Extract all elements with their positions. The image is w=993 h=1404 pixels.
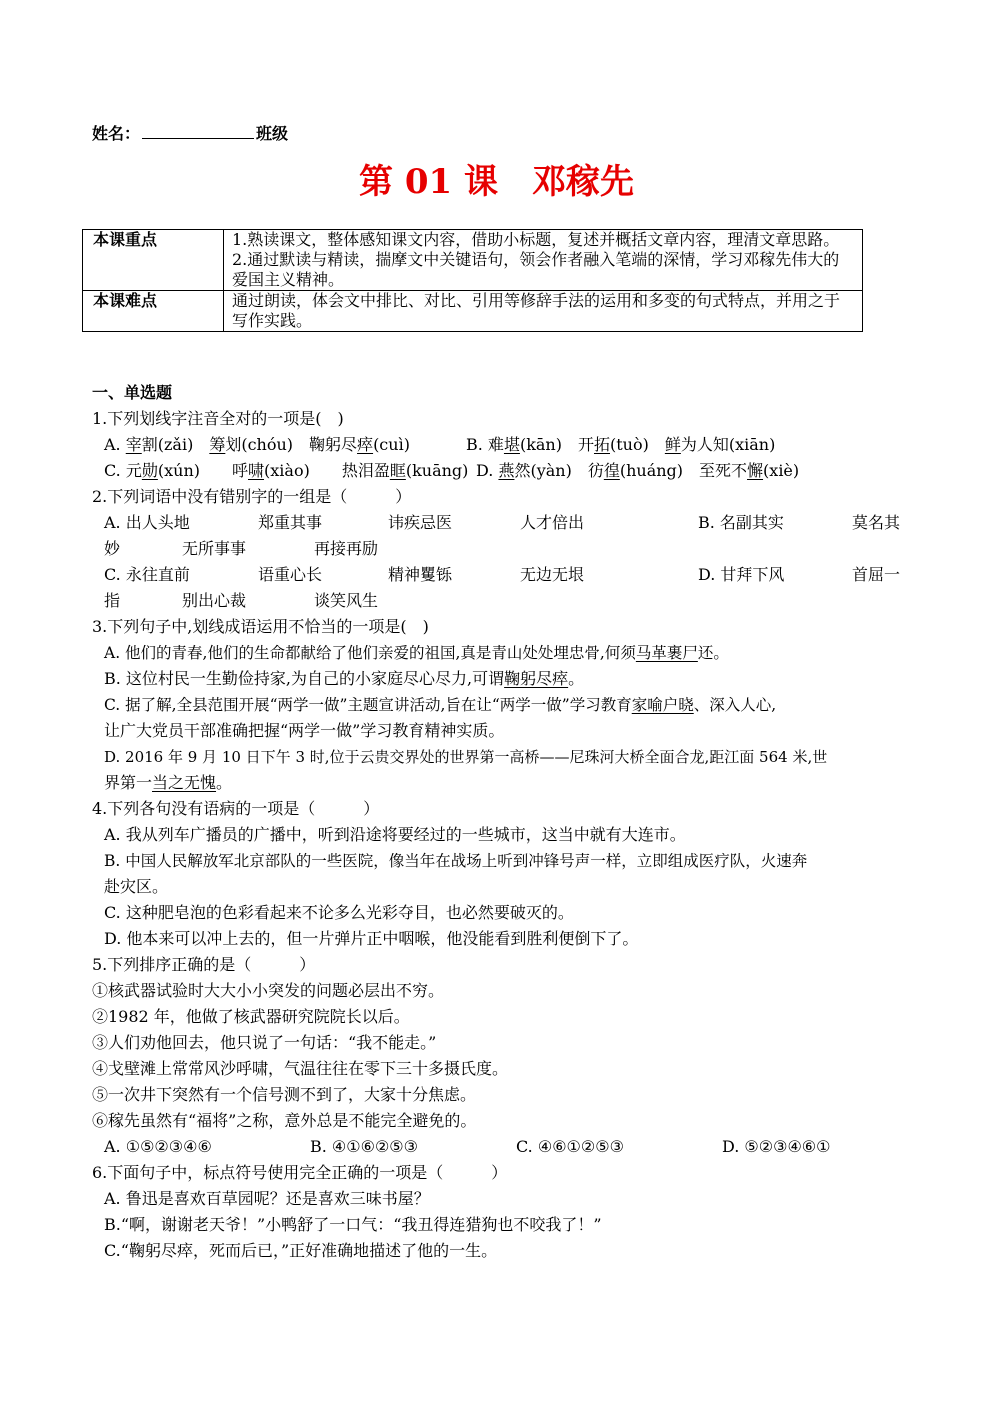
q2-line3-w2: 语重心长 bbox=[258, 565, 323, 584]
q4-option-b[interactable]: B. 中国人民解放军北京部队的一些医院，像当年在战场上听到冲锋号声一样，立即组成医疗队，火速奔 bbox=[104, 852, 808, 870]
q2-line1-w6: 莫名其 bbox=[852, 513, 901, 532]
section-heading: 一、单选题 bbox=[92, 383, 173, 402]
key-points-body bbox=[224, 230, 863, 291]
q2-line3-w1[interactable]: C. 永往直前 bbox=[104, 565, 190, 584]
q2-line3-w3: 精神矍铄 bbox=[388, 565, 453, 584]
q2-line1-w5[interactable]: B. 名副其实 bbox=[698, 513, 784, 532]
q5-item-2: ②1982 年，他做了核武器研究院院长以后。 bbox=[92, 1007, 410, 1026]
q1-stem: 1.下列划线字注音全对的一项是( ) bbox=[92, 409, 344, 428]
q2-line3-w4: 无边无垠 bbox=[520, 565, 585, 584]
key-points-head: 本课重点 bbox=[83, 230, 224, 291]
q2-line2-w1: 妙 bbox=[104, 539, 121, 558]
q2-line3-w5[interactable]: D. 甘拜下风 bbox=[698, 565, 785, 584]
key-points-row bbox=[83, 230, 863, 291]
lesson-key-table bbox=[82, 229, 863, 332]
q2-line1-w3: 讳疾忌医 bbox=[388, 513, 453, 532]
q3-option-d[interactable]: D. 2016 年 9 月 10 日下午 3 时,位于云贵交界处的世界第一高桥——尼珠河大桥全面合龙,距江面 564 米,世 bbox=[104, 748, 828, 766]
name-field-row bbox=[92, 120, 288, 147]
q6-stem: 6.下面句子中，标点符号使用完全正确的一项是（ ） bbox=[92, 1163, 508, 1182]
q6-option-b[interactable]: B.“啊，谢谢老天爷！”小鸭舒了一口气：“我丑得连猎狗也不咬我了！” bbox=[104, 1215, 602, 1234]
q5-option-a[interactable]: A. ①⑤②③④⑥ bbox=[104, 1137, 212, 1156]
name-label: 姓名： bbox=[92, 124, 141, 143]
q5-stem: 5.下列排序正确的是（ ） bbox=[92, 955, 316, 974]
q5-item-3: ③人们劝他回去，他只说了一句话：“我不能走。” bbox=[92, 1033, 437, 1052]
class-label: 班级 bbox=[256, 124, 289, 143]
q2-line1-w1[interactable]: A. 出人头地 bbox=[104, 513, 190, 532]
q2-line2-w3: 再接再励 bbox=[314, 539, 379, 558]
q4-option-b-cont: 赴灾区。 bbox=[104, 877, 169, 896]
page-title: 第 01 课 邓稼先 bbox=[359, 162, 634, 202]
q3-option-c[interactable]: C. 据了解,全县范围开展“两学一做”主题宣讲活动,旨在让“两学一做”学习教育家喻户晓、深入人心, bbox=[104, 696, 777, 714]
q2-line4-w2: 别出心裁 bbox=[182, 591, 247, 610]
q1-option-d[interactable]: D. 燕然(yàn) 彷徨(huáng) 至死不懈(xiè) bbox=[476, 461, 800, 480]
q2-line1-w4: 人才倍出 bbox=[520, 513, 585, 532]
q3-stem: 3.下列句子中,划线成语运用不恰当的一项是( ) bbox=[92, 617, 429, 636]
q1-option-c[interactable]: C. 元勋(xún) 呼啸(xiào) 热泪盈眶(kuāng) bbox=[104, 461, 469, 480]
name-blank-line[interactable] bbox=[142, 120, 254, 139]
q5-item-1: ①核武器试验时大大小小突发的问题必层出不穷。 bbox=[92, 981, 445, 1000]
q5-option-d[interactable]: D. ⑤②③④⑥① bbox=[722, 1137, 831, 1156]
q1-option-a[interactable]: A. 宰割(zǎi) 筹划(chóu) 鞠躬尽瘁(cuì) bbox=[104, 435, 410, 454]
q5-item-6: ⑥稼先虽然有“福将”之称，意外总是不能完全避免的。 bbox=[92, 1111, 477, 1130]
key-point-2: 2.通过默读与精读，揣摩文中关键语句，领会作者融入笔端的深情，学习邓稼先伟大的爱国主义精神。 bbox=[232, 250, 840, 289]
difficult-points-head: 本课难点 bbox=[83, 291, 224, 332]
q2-line3-w6: 首屈一 bbox=[852, 565, 901, 584]
q4-option-a[interactable]: A. 我从列车广播员的广播中，听到沿途将要经过的一些城市，这当中就有大连市。 bbox=[104, 825, 686, 844]
q5-item-5: ⑤一次井下突然有一个信号测不到了，大家十分焦虑。 bbox=[92, 1085, 477, 1104]
q3-option-c-cont: 让广大党员干部准确把握“两学一做”学习教育精神实质。 bbox=[104, 721, 505, 740]
q2-line4-w3: 谈笑风生 bbox=[314, 591, 379, 610]
q3-option-a[interactable]: A. 他们的青春,他们的生命都献给了他们亲爱的祖国,真是青山处处埋忠骨,何须马革裹尸还。 bbox=[104, 644, 729, 662]
q6-option-c[interactable]: C.“鞠躬尽瘁，死而后已，”正好准确地描述了他的一生。 bbox=[104, 1241, 498, 1260]
q5-option-b[interactable]: B. ④①⑥②⑤③ bbox=[310, 1137, 418, 1156]
q2-line1-w2: 郑重其事 bbox=[258, 513, 323, 532]
q1-option-b[interactable]: B. 难堪(kān) 开拓(tuò) 鲜为人知(xiān) bbox=[466, 435, 776, 454]
difficult-points-body: 通过朗读，体会文中排比、对比、引用等修辞手法的运用和多变的句式特点，并用之于写作实践。 bbox=[224, 291, 863, 332]
q4-option-d[interactable]: D. 他本来可以冲上去的，但一片弹片正中咽喉，他没能看到胜利便倒下了。 bbox=[104, 929, 639, 948]
q2-stem: 2.下列词语中没有错别字的一组是（ ） bbox=[92, 487, 412, 506]
q6-option-a[interactable]: A. 鲁迅是喜欢百草园呢？还是喜欢三味书屋？ bbox=[104, 1189, 430, 1208]
q4-option-c[interactable]: C. 这种肥皂泡的色彩看起来不论多么光彩夺目，也必然要破灭的。 bbox=[104, 903, 574, 922]
q5-option-c[interactable]: C. ④⑥①②⑤③ bbox=[516, 1137, 624, 1156]
q2-line2-w2: 无所事事 bbox=[182, 539, 247, 558]
q3-option-d-cont: 界第一当之无愧。 bbox=[104, 773, 233, 792]
q2-line4-w1: 指 bbox=[104, 591, 121, 610]
key-point-1: 1.熟读课文，整体感知课文内容，借助小标题，复述并概括文章内容，理清文章思路。 bbox=[232, 230, 840, 249]
q5-item-4: ④戈壁滩上常常风沙呼啸，气温往往在零下三十多摄氏度。 bbox=[92, 1059, 509, 1078]
q4-stem: 4.下列各句没有语病的一项是（ ） bbox=[92, 799, 380, 818]
difficult-points-row bbox=[83, 291, 863, 332]
q3-option-b[interactable]: B. 这位村民一生勤俭持家,为自己的小家庭尽心尽力,可谓鞠躬尽瘁。 bbox=[104, 669, 585, 688]
